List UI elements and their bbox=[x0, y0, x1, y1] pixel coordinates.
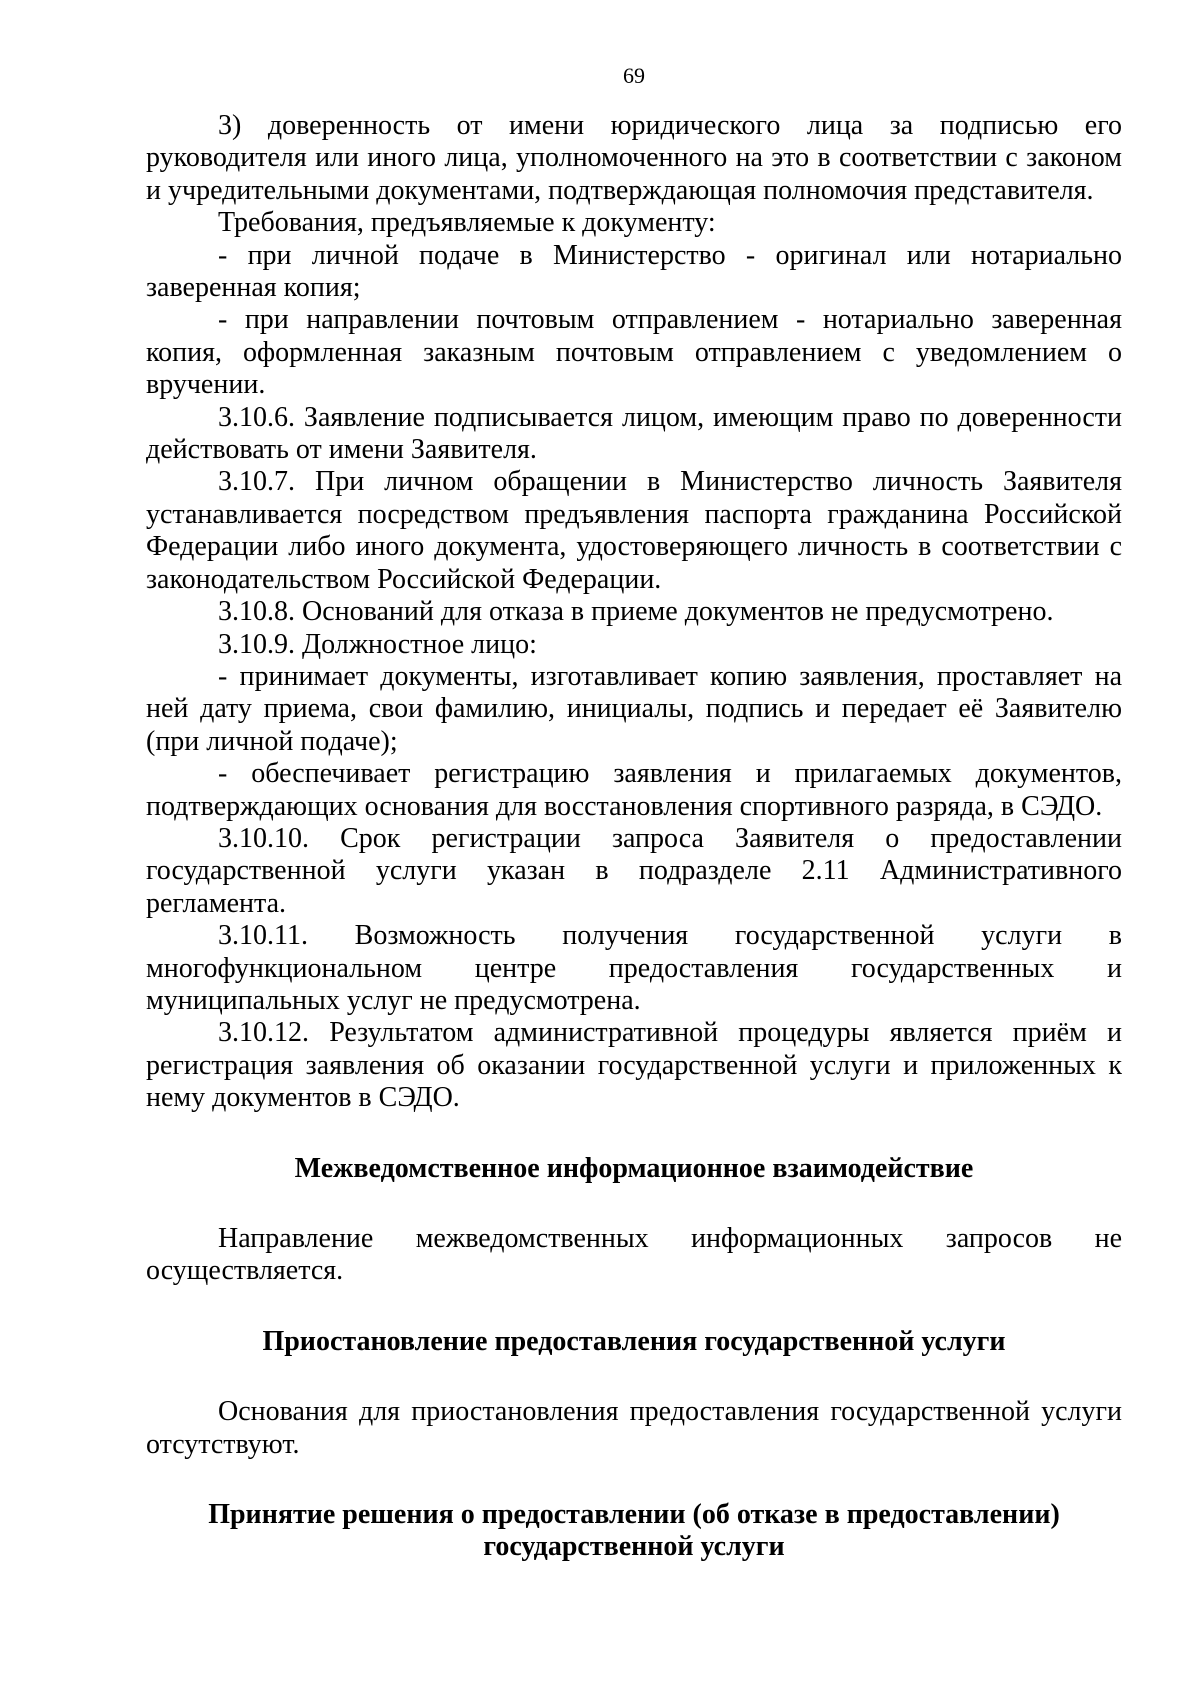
paragraph-3-10-9: 3.10.9. Должностное лицо: bbox=[218, 628, 537, 660]
paragraph-3-10-8: 3.10.8. Оснований для отказа в приеме документов не предусмотрено. bbox=[218, 596, 1054, 628]
paragraph-3-10-11: 3.10.11. Возможность получения государственной услуги в многофункциональном центре предоставления государственных и муниципальных услуг не предусмотрена. bbox=[146, 920, 1122, 1016]
paragraph-3-10-7: 3.10.7. При личном обращении в Министерство личность Заявителя устанавливается посредством предъявления паспорта гражданина Российской Федерации либо иного документа, удостоверяющего личность в соответствии с законодательством Российской Федерации. bbox=[146, 466, 1122, 595]
heading-decision bbox=[146, 1499, 1122, 1564]
paragraph-ensures-registration: - обеспечивает регистрацию заявления и прилагаемых документов, подтверждающих основания для восстановления спортивного разряда, в СЭДО. bbox=[146, 758, 1122, 822]
page-number: 69 bbox=[623, 63, 645, 88]
paragraph-document-requirements: Требования, предъявляемые к документу: bbox=[218, 207, 716, 239]
paragraph-postal-submission: - при направлении почтовым отправлением - нотариально заверенная копия, оформленная заказным почтовым отправлением с уведомлением о вручении. bbox=[146, 304, 1122, 401]
paragraph-personal-submission: - при личной подаче в Министерство - оригинал или нотариально заверенная копия; bbox=[146, 239, 1122, 304]
paragraph-3-10-12: 3.10.12. Результатом административной процедуры является приём и регистрация заявления об оказании государственной услуги и приложенных к нему документов в СЭДО. bbox=[146, 1017, 1122, 1114]
paragraph-3-10-10: 3.10.10. Срок регистрации запроса Заявителя о предоставлении государственной услуги указан в подразделе 2.11 Административного регламента. bbox=[146, 822, 1122, 919]
paragraph-interagency-requests: Направление межведомственных информационных запросов не осуществляется. bbox=[146, 1223, 1122, 1287]
paragraph-accepts-documents: - принимает документы, изготавливает копию заявления, проставляет на ней дату приема, свои фамилию, инициалы, подпись и передает её Заявителю (при личной подаче); bbox=[146, 660, 1122, 757]
heading-suspension: Приостановление предоставления государственной услуги bbox=[262, 1325, 1006, 1357]
heading-interagency-interaction: Межведомственное информационное взаимодействие bbox=[294, 1152, 974, 1184]
paragraph-3-10-6: 3.10.6. Заявление подписывается лицом, имеющим право по доверенности действовать от имени Заявителя. bbox=[146, 401, 1122, 466]
heading-decision-line-1: Принятие решения о предоставлении (об отказе в предоставлении) bbox=[208, 1499, 1060, 1531]
heading-decision-line-2: государственной услуги bbox=[483, 1531, 785, 1563]
paragraph-power-of-attorney: 3) доверенность от имени юридического лица за подписью его руководителя или иного лица, уполномоченного на это в соответствии с законом и учредительными документами, подтверждающая полномочия представителя. bbox=[146, 110, 1122, 206]
paragraph-suspension-grounds: Основания для приостановления предоставления государственной услуги отсутствуют. bbox=[146, 1396, 1122, 1460]
document-page bbox=[146, 60, 1122, 1564]
